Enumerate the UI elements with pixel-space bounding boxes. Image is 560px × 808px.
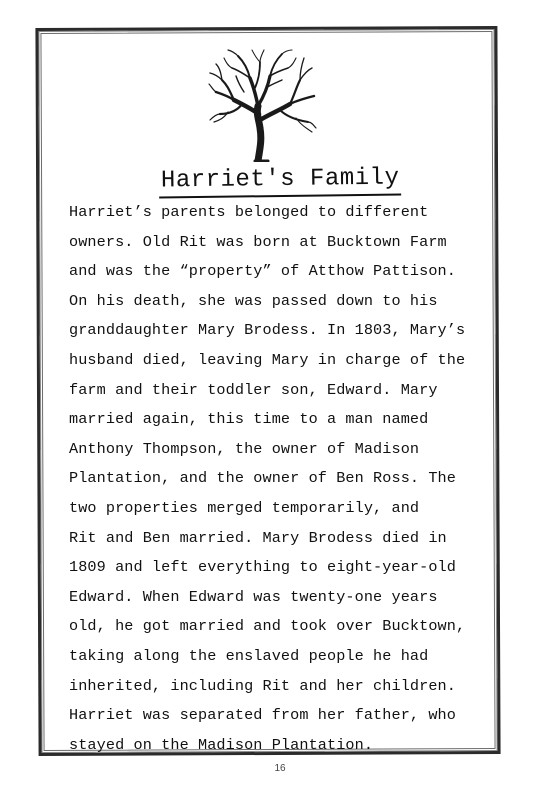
paragraph-line: Rit and Ben married. Mary Brodess died in xyxy=(69,528,447,547)
page-number: 16 xyxy=(274,763,286,774)
paragraph-line: 1809 and left everything to eight-year-old xyxy=(69,558,456,577)
paragraph-line: stayed on the Madison Plantation. xyxy=(69,735,374,754)
paragraph-line: owners. Old Rit was born at Bucktown Farm xyxy=(69,232,447,251)
paragraph-line: Anthony Thompson, the owner of Madison xyxy=(69,439,420,458)
paragraph-line: Plantation, and the owner of Ben Ross. The xyxy=(69,469,456,488)
paragraph-line: husband died, leaving Mary in charge of the xyxy=(69,350,466,369)
paragraph-line: On his death, she was passed down to his xyxy=(69,291,438,310)
paragraph-line: old, he got married and took over Bucktown, xyxy=(69,617,466,636)
paragraph-line: Edward. When Edward was twenty-one years xyxy=(69,587,438,606)
paragraph-line: Harriet was separated from her father, who xyxy=(69,706,456,725)
paragraph-line: and was the “property” of Atthow Pattison. xyxy=(69,262,456,281)
page-title-text: Harriet's Family xyxy=(159,166,402,199)
paragraph-line: taking along the enslaved people he had xyxy=(69,646,429,665)
page-title xyxy=(0,163,560,197)
paragraph-line: inherited, including Rit and her children. xyxy=(69,676,456,695)
paragraph-line: farm and their toddler son, Edward. Mary xyxy=(69,380,438,399)
paragraph-line: granddaughter Mary Brodess. In 1803, Mary’s xyxy=(69,321,466,340)
paragraph-line: Harriet’s parents belonged to different xyxy=(69,203,429,221)
bare-tree-icon xyxy=(208,48,318,162)
paragraph-line: married again, this time to a man named xyxy=(69,410,429,429)
story-paragraph xyxy=(69,198,489,760)
paragraph-line: two properties merged temporarily, and xyxy=(69,498,420,517)
